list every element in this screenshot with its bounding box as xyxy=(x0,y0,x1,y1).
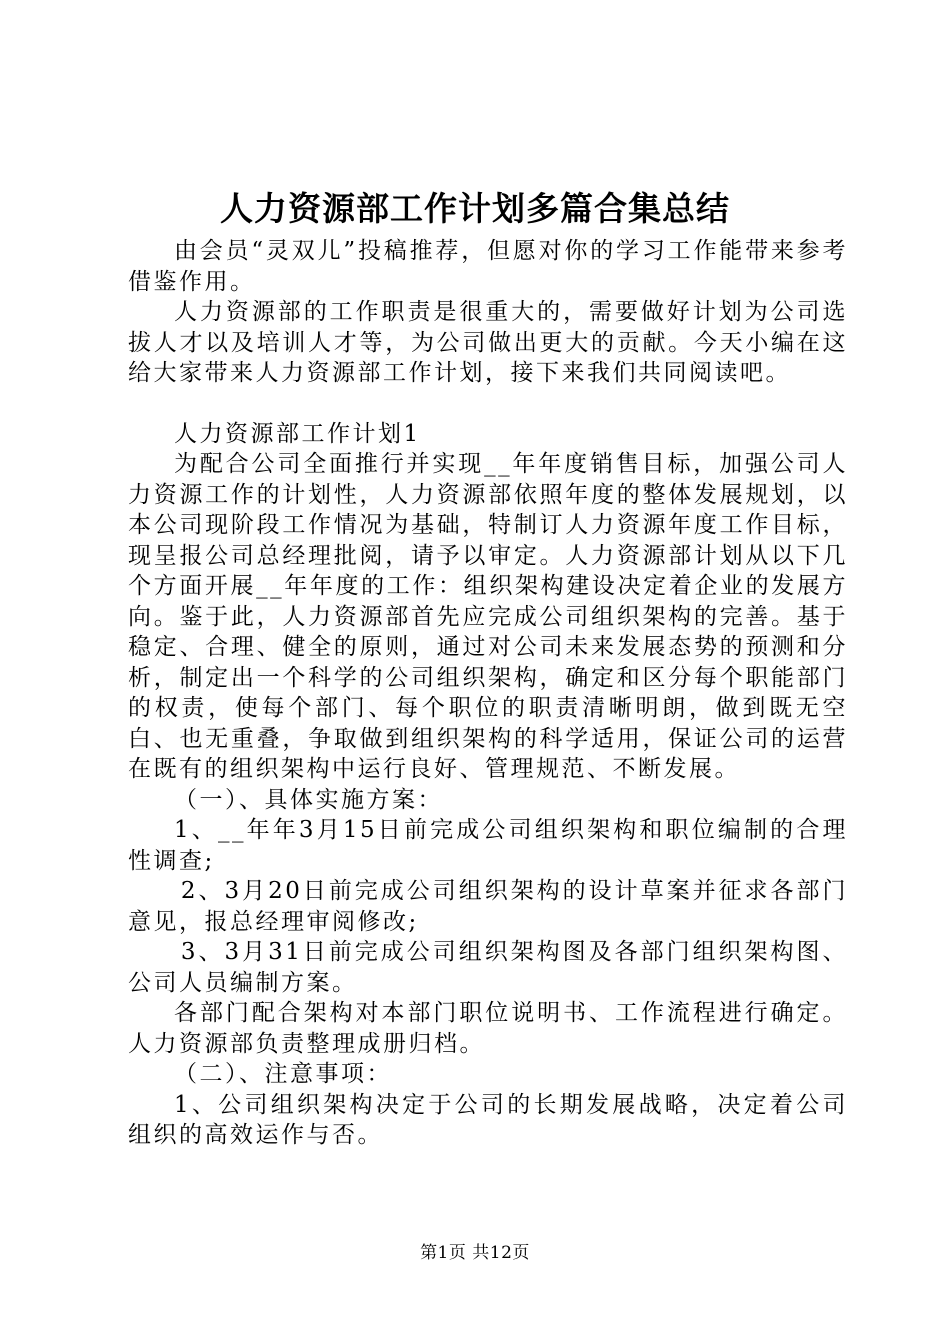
subsection-heading: （一）、具体实施方案： xyxy=(174,786,443,813)
subsection-heading: （二）、注意事项： xyxy=(174,1061,392,1087)
summary-paragraph: 人力资源部的工作职责是很重大的，需要做好计划为公司选拔人才以及培训人才等，为公司做出更大的贡献。今天小编在这给大家带来人力资源部工作计划，接下来我们共同阅读吧。 xyxy=(128,299,848,386)
list-item: 1、公司组织架构决定于公司的长期发展战略，决定着公司组织的高效运作与否。 xyxy=(128,1091,848,1148)
list-item: 2、3月20日前完成公司组织架构的设计草案并征求各部门意见，报总经理审阅修改; xyxy=(128,878,848,935)
page-footer: 第1页 共12页 xyxy=(420,1243,530,1263)
body-paragraph: 各部门配合架构对本部门职位说明书、工作流程进行确定。人力资源部负责整理成册归档。 xyxy=(128,1000,848,1057)
intro-paragraph: 由会员“灵双儿”投稿推荐，但愿对你的学习工作能带来参考借鉴作用。 xyxy=(128,238,848,295)
document-body xyxy=(128,236,848,1151)
document-title: 人力资源部工作计划多篇合集总结 xyxy=(220,189,730,228)
list-item: 1、__年年3月15日前完成公司组织架构和职位编制的合理性调查; xyxy=(128,817,848,874)
body-paragraph: 为配合公司全面推行并实现__年年度销售目标，加强公司人力资源工作的计划性，人力资源部依照年度的整体发展规划，以本公司现阶段工作情况为基础，特制订人力资源年度工作目标，现呈报公司总经理批阅，请予以审定。人力资源部计划从以下几个方面开展__年年度的工作：组织架构建设决定着企业的发展方向。鉴于此，人力资源部首先应完成公司组织架构的完善。基于稳定、合理、健全的原则，通过对公司未来发展态势的预测和分析，制定出一个科学的公司组织架构，确定和区分每个职能部门的权责，使每个部门、每个职位的职责清晰明朗，做到既无空白、也无重叠，争取做到组织架构的科学适用，保证公司的运营在既有的组织架构中运行良好、管理规范、不断发展。 xyxy=(128,451,848,782)
section-heading: 人力资源部工作计划1 xyxy=(174,420,421,447)
list-item: 3、3月31日前完成公司组织架构图及各部门组织架构图、公司人员编制方案。 xyxy=(128,939,848,996)
